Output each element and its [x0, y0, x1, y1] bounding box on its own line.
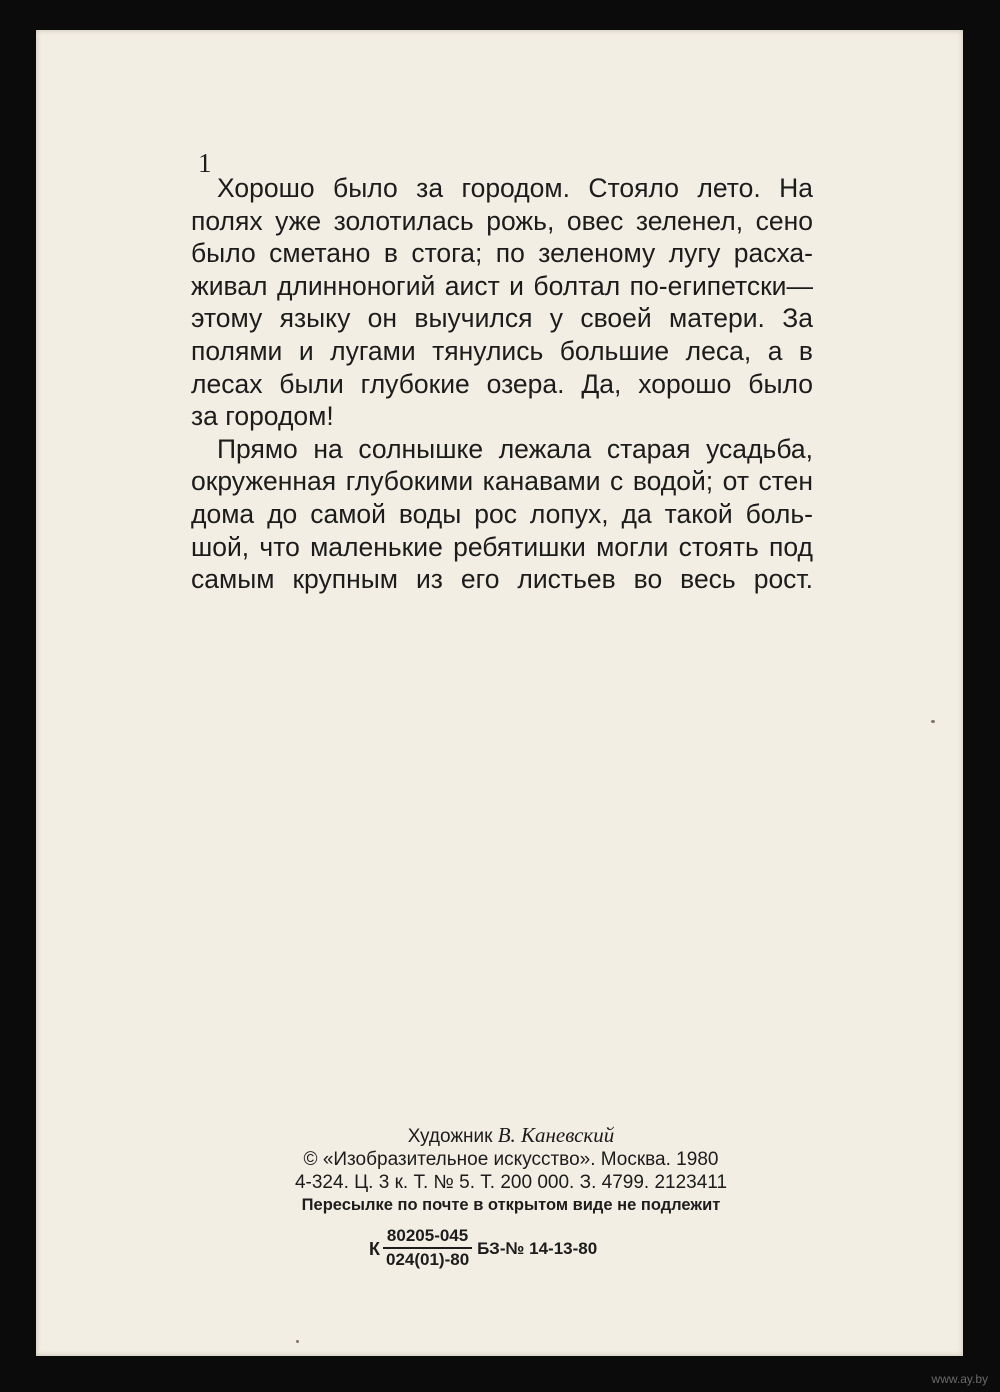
artist-label: Художник: [407, 1126, 493, 1147]
story-line: было сметано в стога; по зеленому лугу расха-: [191, 238, 813, 269]
catalog-fraction: [382, 1226, 473, 1270]
story-line: полях уже золотилась рожь, овес зеленел, сено: [191, 205, 813, 236]
mail-notice: Пересылке по почте в открытом виде не подлежит: [301, 1196, 721, 1214]
publisher-imprint: [191, 1124, 831, 1217]
postcard-back: [36, 30, 963, 1356]
story-line: Хорошо было за городом. Стояло лето. На: [217, 173, 813, 203]
artist-name: В. Каневский: [497, 1123, 615, 1147]
story-line: самым крупным из его листьев во весь рост.: [191, 564, 813, 595]
story-line: полями и лугами тянулись большие леса, а в: [191, 335, 813, 366]
page-number: 1: [198, 148, 212, 178]
story-line: этому языку он выучился у своей матери. За: [191, 303, 813, 334]
story-line: дома до самой воды рос лопух, да такой боль-: [191, 498, 813, 529]
artist-credit: [191, 1124, 831, 1148]
story-line: шой, что маленькие ребятишки могли стоять под: [191, 531, 813, 562]
copyright-line: © «Изобразительное искусство». Москва. 1980: [303, 1149, 719, 1170]
catalog-denominator: 024(01)-80: [386, 1250, 470, 1269]
story-line: лесах были глубокие озера. Да, хорошо было: [191, 368, 813, 399]
story-line: живал длинноногий аист и болтал по-египетски—: [191, 270, 813, 301]
story-line: окруженная глубокими канавами с водой; от стен: [191, 466, 813, 497]
paper-speck: [296, 1340, 299, 1343]
story-line: Прямо на солнышке лежала старая усадьба,: [217, 433, 813, 464]
paper-speck: [931, 720, 935, 723]
catalog-series-code: БЗ-№ 14-13-80: [477, 1239, 598, 1258]
print-info-line: 4-324. Ц. 3 к. Т. № 5. Т. 200 000. З. 4799. 2123411: [294, 1172, 728, 1193]
watermark: www.ay.by: [931, 1372, 988, 1386]
catalog-prefix: К: [369, 1238, 380, 1259]
catalog-numerator: 80205-045: [383, 1226, 472, 1249]
story-text: [191, 172, 813, 596]
catalog-code: [369, 1226, 597, 1270]
story-line: за городом!: [191, 401, 334, 432]
